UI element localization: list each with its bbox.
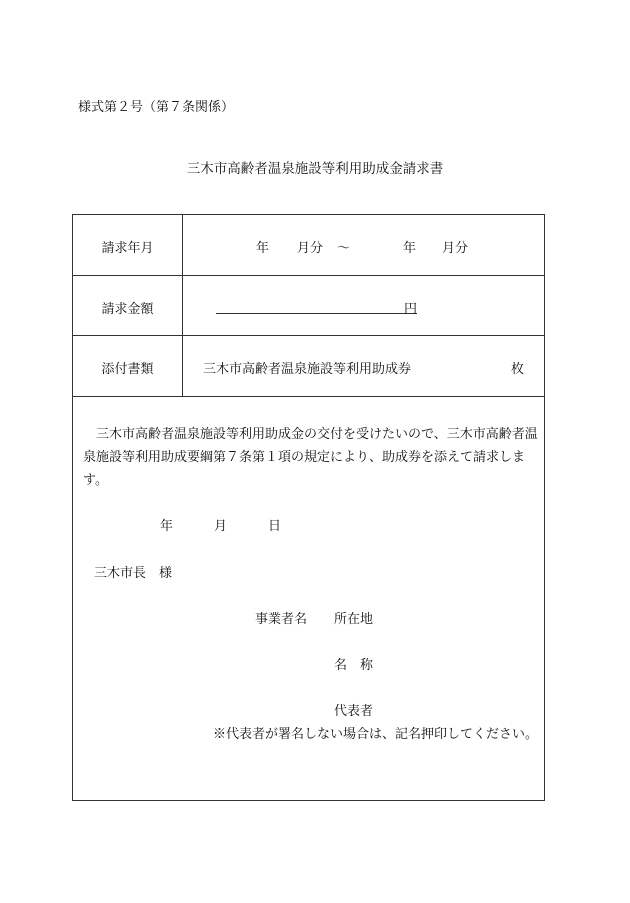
period-label: 請求年月 (101, 241, 154, 256)
amount-unit: 円 (404, 302, 418, 317)
name-label: 名 称 (334, 658, 374, 673)
signature-note: ※代表者が署名しない場合は、記名押印してください。 (213, 727, 539, 742)
row-divider (73, 275, 544, 276)
document-title: 三木市高齢者温泉施設等利用助成金請求書 (186, 161, 444, 177)
date-month: 月 (214, 519, 228, 534)
request-paragraph: 三木市高齢者温泉施設等利用助成金の交付を受けたいので、三木市高齢者温泉施設等利用助成要綱第７条第１項の規定により、助成券を添えて請求します。 (83, 427, 538, 488)
form-number: 様式第２号（第７条関係） (78, 100, 235, 115)
attachment-unit: 枚 (511, 362, 525, 377)
attachment-text: 三木市高齢者温泉施設等利用助成券 (203, 362, 412, 377)
business-label: 事業者名 (255, 612, 308, 627)
period-year1: 年 (256, 241, 270, 256)
address-label: 所在地 (334, 612, 374, 627)
attachment-label: 添付書類 (101, 362, 154, 377)
period-month2: 月分 (442, 241, 469, 256)
period-month1: 月分 (297, 241, 324, 256)
date-day: 日 (268, 519, 282, 534)
row-divider (73, 335, 544, 336)
addressee: 三木市長 様 (94, 566, 173, 581)
row-divider (73, 396, 544, 397)
request-form-table (72, 214, 545, 801)
amount-label: 請求金額 (101, 302, 154, 317)
period-tilde: ～ (337, 241, 351, 256)
representative-label: 代表者 (334, 704, 374, 719)
column-divider (182, 215, 183, 396)
date-year: 年 (160, 519, 174, 534)
period-year2: 年 (403, 241, 417, 256)
amount-underline (216, 313, 417, 314)
